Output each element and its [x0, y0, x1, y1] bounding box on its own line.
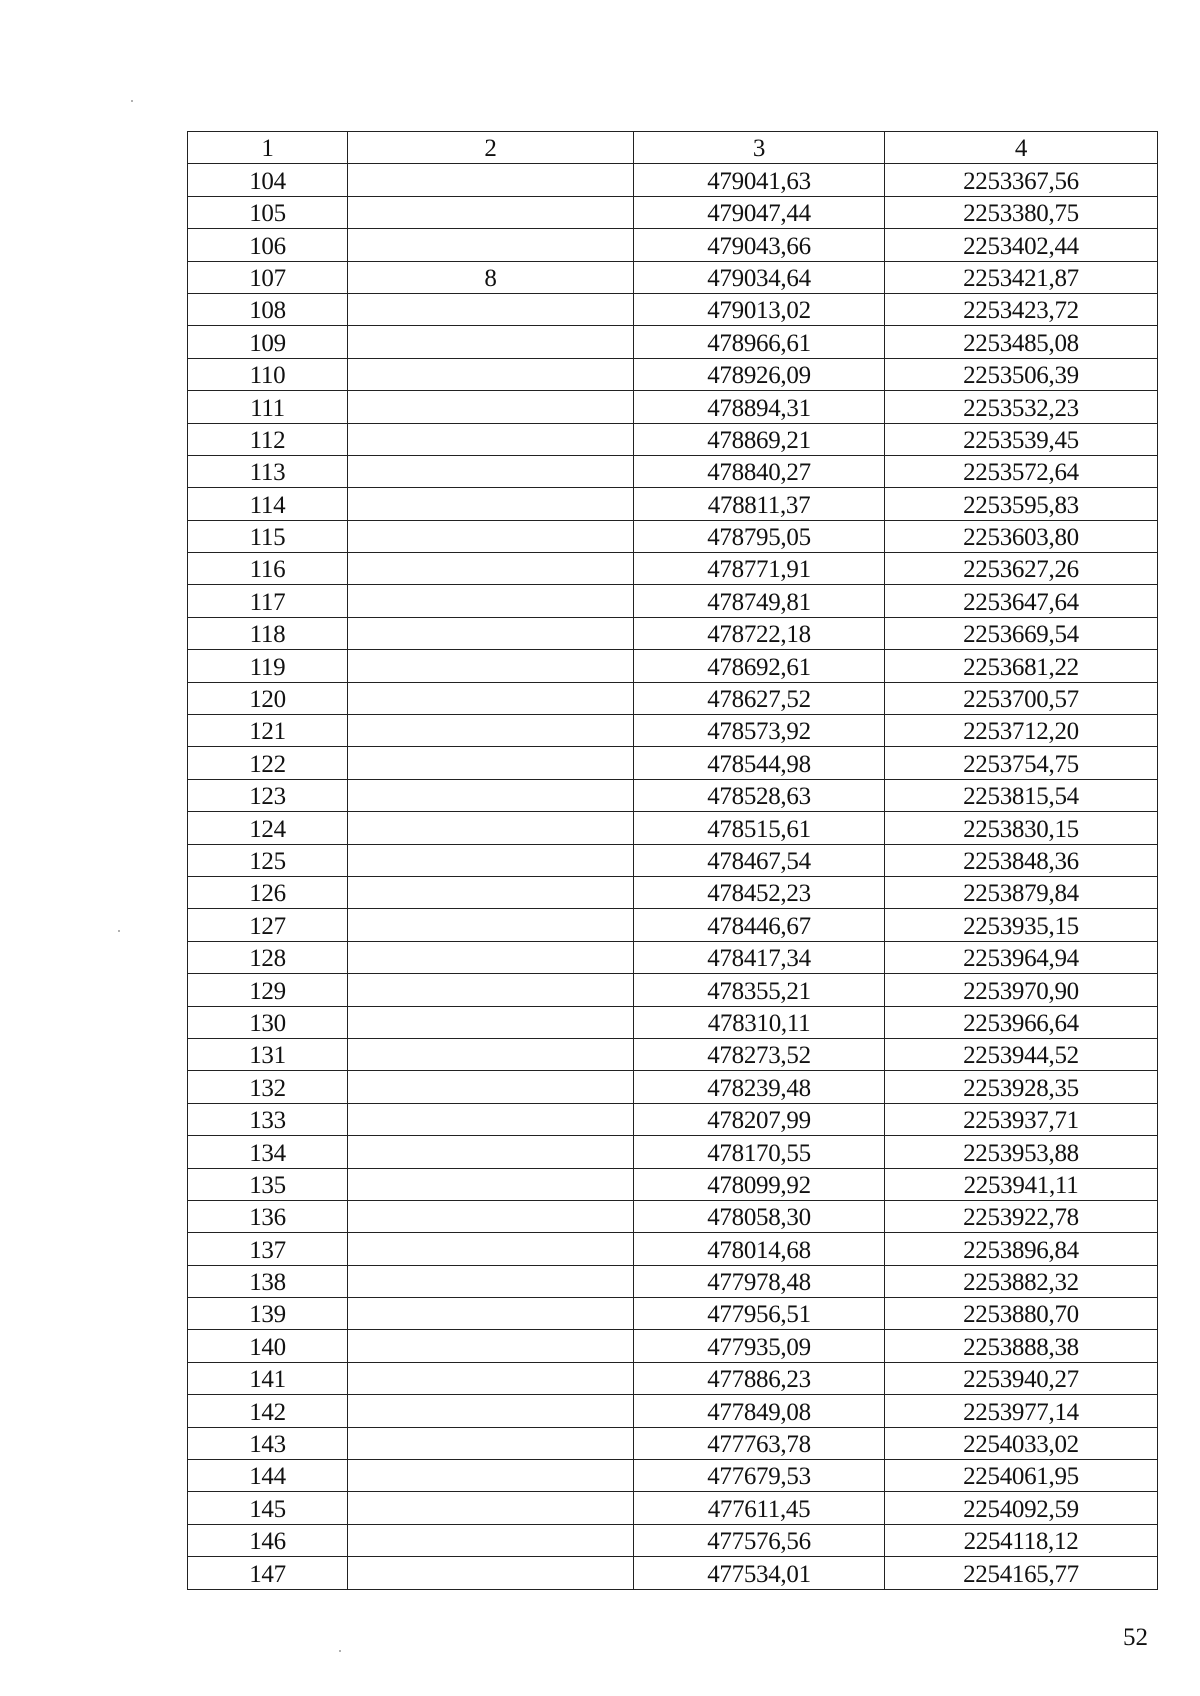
- table-row: [188, 1103, 1158, 1135]
- point-number-cell: 138: [188, 1265, 348, 1297]
- table-row: [188, 1557, 1158, 1589]
- point-number-cell: 114: [188, 488, 348, 520]
- y-coordinate-cell: 2253367,56: [885, 164, 1158, 196]
- section-cell: [348, 941, 634, 973]
- table-row: [188, 261, 1158, 293]
- table-row: [188, 520, 1158, 552]
- x-coordinate-cell: 478869,21: [634, 423, 885, 455]
- point-number-cell: 118: [188, 617, 348, 649]
- x-coordinate-cell: 478795,05: [634, 520, 885, 552]
- x-coordinate-cell: 478692,61: [634, 650, 885, 682]
- section-cell: [348, 1330, 634, 1362]
- section-cell: [348, 1168, 634, 1200]
- x-coordinate-cell: 478446,67: [634, 909, 885, 941]
- y-coordinate-cell: 2254033,02: [885, 1427, 1158, 1459]
- section-cell: [348, 1006, 634, 1038]
- table-row: [188, 455, 1158, 487]
- page-number: 52: [1123, 1624, 1148, 1651]
- y-coordinate-cell: 2253669,54: [885, 617, 1158, 649]
- section-cell: [348, 488, 634, 520]
- x-coordinate-cell: 478926,09: [634, 358, 885, 390]
- point-number-cell: 143: [188, 1427, 348, 1459]
- point-number-cell: 108: [188, 293, 348, 325]
- y-coordinate-cell: 2253848,36: [885, 844, 1158, 876]
- x-coordinate-cell: 478515,61: [634, 812, 885, 844]
- point-number-cell: 106: [188, 229, 348, 261]
- x-coordinate-cell: 477679,53: [634, 1460, 885, 1492]
- section-cell: [348, 747, 634, 779]
- point-number-cell: 135: [188, 1168, 348, 1200]
- table-row: [188, 293, 1158, 325]
- table-row: [188, 974, 1158, 1006]
- x-coordinate-cell: 478627,52: [634, 682, 885, 714]
- x-coordinate-cell: 478170,55: [634, 1136, 885, 1168]
- table-row: [188, 844, 1158, 876]
- coordinates-table: [187, 131, 1158, 1590]
- table-row: [188, 1265, 1158, 1297]
- x-coordinate-cell: 478273,52: [634, 1038, 885, 1070]
- y-coordinate-cell: 2253700,57: [885, 682, 1158, 714]
- table-row: [188, 1298, 1158, 1330]
- y-coordinate-cell: 2253935,15: [885, 909, 1158, 941]
- point-number-cell: 109: [188, 326, 348, 358]
- table-row: [188, 876, 1158, 908]
- section-cell: [348, 1038, 634, 1070]
- y-coordinate-cell: 2253485,08: [885, 326, 1158, 358]
- coordinates-table-container: [187, 131, 1157, 1590]
- section-cell: [348, 1200, 634, 1232]
- section-cell: [348, 1492, 634, 1524]
- table-row: [188, 1168, 1158, 1200]
- table-row: [188, 196, 1158, 228]
- x-coordinate-cell: 477576,56: [634, 1524, 885, 1556]
- y-coordinate-cell: 2253937,71: [885, 1103, 1158, 1135]
- x-coordinate-cell: 478310,11: [634, 1006, 885, 1038]
- y-coordinate-cell: 2253595,83: [885, 488, 1158, 520]
- y-coordinate-cell: 2253402,44: [885, 229, 1158, 261]
- table-row: [188, 941, 1158, 973]
- x-coordinate-cell: 479043,66: [634, 229, 885, 261]
- point-number-cell: 133: [188, 1103, 348, 1135]
- section-cell: [348, 326, 634, 358]
- point-number-cell: 123: [188, 779, 348, 811]
- point-number-cell: 104: [188, 164, 348, 196]
- y-coordinate-cell: 2253928,35: [885, 1071, 1158, 1103]
- y-coordinate-cell: 2253970,90: [885, 974, 1158, 1006]
- y-coordinate-cell: 2253941,11: [885, 1168, 1158, 1200]
- column-header-1: 1: [188, 132, 348, 164]
- table-row: [188, 812, 1158, 844]
- section-cell: [348, 585, 634, 617]
- x-coordinate-cell: 477935,09: [634, 1330, 885, 1362]
- section-cell: [348, 876, 634, 908]
- y-coordinate-cell: 2254061,95: [885, 1460, 1158, 1492]
- section-cell: [348, 553, 634, 585]
- section-cell: [348, 974, 634, 1006]
- point-number-cell: 112: [188, 423, 348, 455]
- x-coordinate-cell: 478894,31: [634, 391, 885, 423]
- y-coordinate-cell: 2253681,22: [885, 650, 1158, 682]
- y-coordinate-cell: 2253754,75: [885, 747, 1158, 779]
- x-coordinate-cell: 478771,91: [634, 553, 885, 585]
- point-number-cell: 146: [188, 1524, 348, 1556]
- point-number-cell: 139: [188, 1298, 348, 1330]
- table-row: [188, 617, 1158, 649]
- section-cell: [348, 164, 634, 196]
- point-number-cell: 127: [188, 909, 348, 941]
- y-coordinate-cell: 2253603,80: [885, 520, 1158, 552]
- column-header-4: 4: [885, 132, 1158, 164]
- point-number-cell: 144: [188, 1460, 348, 1492]
- point-number-cell: 115: [188, 520, 348, 552]
- section-cell: [348, 844, 634, 876]
- y-coordinate-cell: 2253966,64: [885, 1006, 1158, 1038]
- point-number-cell: 130: [188, 1006, 348, 1038]
- y-coordinate-cell: 2254118,12: [885, 1524, 1158, 1556]
- x-coordinate-cell: 478014,68: [634, 1233, 885, 1265]
- point-number-cell: 124: [188, 812, 348, 844]
- y-coordinate-cell: 2254165,77: [885, 1557, 1158, 1589]
- section-cell: [348, 1071, 634, 1103]
- section-cell: [348, 1233, 634, 1265]
- y-coordinate-cell: 2253532,23: [885, 391, 1158, 423]
- table-row: [188, 1233, 1158, 1265]
- section-cell: [348, 1524, 634, 1556]
- x-coordinate-cell: 478239,48: [634, 1071, 885, 1103]
- table-row: [188, 488, 1158, 520]
- table-row: [188, 1460, 1158, 1492]
- x-coordinate-cell: 478528,63: [634, 779, 885, 811]
- y-coordinate-cell: 2253879,84: [885, 876, 1158, 908]
- y-coordinate-cell: 2253572,64: [885, 455, 1158, 487]
- x-coordinate-cell: 478811,37: [634, 488, 885, 520]
- point-number-cell: 142: [188, 1395, 348, 1427]
- y-coordinate-cell: 2253712,20: [885, 715, 1158, 747]
- table-row: [188, 1006, 1158, 1038]
- table-row: [188, 553, 1158, 585]
- y-coordinate-cell: 2253880,70: [885, 1298, 1158, 1330]
- x-coordinate-cell: 479034,64: [634, 261, 885, 293]
- y-coordinate-cell: 2253940,27: [885, 1362, 1158, 1394]
- scan-speck: [131, 100, 133, 102]
- section-cell: [348, 1427, 634, 1459]
- x-coordinate-cell: 478452,23: [634, 876, 885, 908]
- y-coordinate-cell: 2253944,52: [885, 1038, 1158, 1070]
- y-coordinate-cell: 2253922,78: [885, 1200, 1158, 1232]
- section-cell: [348, 1136, 634, 1168]
- y-coordinate-cell: 2253882,32: [885, 1265, 1158, 1297]
- point-number-cell: 120: [188, 682, 348, 714]
- x-coordinate-cell: 477534,01: [634, 1557, 885, 1589]
- point-number-cell: 136: [188, 1200, 348, 1232]
- point-number-cell: 116: [188, 553, 348, 585]
- section-cell: [348, 1362, 634, 1394]
- y-coordinate-cell: 2254092,59: [885, 1492, 1158, 1524]
- table-row: [188, 1038, 1158, 1070]
- table-row: [188, 1492, 1158, 1524]
- table-row: [188, 909, 1158, 941]
- table-row: [188, 1200, 1158, 1232]
- section-cell: [348, 423, 634, 455]
- x-coordinate-cell: 477956,51: [634, 1298, 885, 1330]
- x-coordinate-cell: 478722,18: [634, 617, 885, 649]
- y-coordinate-cell: 2253423,72: [885, 293, 1158, 325]
- point-number-cell: 128: [188, 941, 348, 973]
- table-body: [188, 164, 1158, 1589]
- table-row: [188, 682, 1158, 714]
- section-cell: [348, 650, 634, 682]
- point-number-cell: 111: [188, 391, 348, 423]
- table-row: [188, 747, 1158, 779]
- point-number-cell: 107: [188, 261, 348, 293]
- x-coordinate-cell: 478573,92: [634, 715, 885, 747]
- y-coordinate-cell: 2253815,54: [885, 779, 1158, 811]
- point-number-cell: 147: [188, 1557, 348, 1589]
- section-cell: [348, 229, 634, 261]
- point-number-cell: 140: [188, 1330, 348, 1362]
- x-coordinate-cell: 479047,44: [634, 196, 885, 228]
- x-coordinate-cell: 478058,30: [634, 1200, 885, 1232]
- section-cell: [348, 1298, 634, 1330]
- section-cell: [348, 682, 634, 714]
- table-row: [188, 423, 1158, 455]
- x-coordinate-cell: 478207,99: [634, 1103, 885, 1135]
- y-coordinate-cell: 2253888,38: [885, 1330, 1158, 1362]
- table-row: [188, 1362, 1158, 1394]
- x-coordinate-cell: 477763,78: [634, 1427, 885, 1459]
- point-number-cell: 122: [188, 747, 348, 779]
- section-cell: [348, 779, 634, 811]
- point-number-cell: 119: [188, 650, 348, 682]
- section-cell: [348, 1460, 634, 1492]
- x-coordinate-cell: 478099,92: [634, 1168, 885, 1200]
- point-number-cell: 145: [188, 1492, 348, 1524]
- scan-speck: [339, 1650, 341, 1652]
- section-cell: [348, 812, 634, 844]
- x-coordinate-cell: 478840,27: [634, 455, 885, 487]
- table-row: [188, 326, 1158, 358]
- point-number-cell: 117: [188, 585, 348, 617]
- section-cell: [348, 909, 634, 941]
- table-row: [188, 391, 1158, 423]
- x-coordinate-cell: 478467,54: [634, 844, 885, 876]
- y-coordinate-cell: 2253421,87: [885, 261, 1158, 293]
- table-row: [188, 715, 1158, 747]
- section-cell: [348, 358, 634, 390]
- table-row: [188, 1330, 1158, 1362]
- point-number-cell: 141: [188, 1362, 348, 1394]
- point-number-cell: 137: [188, 1233, 348, 1265]
- column-header-3: 3: [634, 132, 885, 164]
- point-number-cell: 125: [188, 844, 348, 876]
- y-coordinate-cell: 2253830,15: [885, 812, 1158, 844]
- x-coordinate-cell: 479013,02: [634, 293, 885, 325]
- section-cell: 8: [348, 261, 634, 293]
- table-row: [188, 358, 1158, 390]
- table-row: [188, 650, 1158, 682]
- point-number-cell: 132: [188, 1071, 348, 1103]
- section-cell: [348, 196, 634, 228]
- point-number-cell: 105: [188, 196, 348, 228]
- point-number-cell: 121: [188, 715, 348, 747]
- section-cell: [348, 715, 634, 747]
- point-number-cell: 129: [188, 974, 348, 1006]
- table-row: [188, 164, 1158, 196]
- column-header-2: 2: [348, 132, 634, 164]
- section-cell: [348, 1395, 634, 1427]
- point-number-cell: 134: [188, 1136, 348, 1168]
- y-coordinate-cell: 2253896,84: [885, 1233, 1158, 1265]
- x-coordinate-cell: 477978,48: [634, 1265, 885, 1297]
- point-number-cell: 126: [188, 876, 348, 908]
- x-coordinate-cell: 478417,34: [634, 941, 885, 973]
- x-coordinate-cell: 479041,63: [634, 164, 885, 196]
- x-coordinate-cell: 478966,61: [634, 326, 885, 358]
- y-coordinate-cell: 2253627,26: [885, 553, 1158, 585]
- y-coordinate-cell: 2253977,14: [885, 1395, 1158, 1427]
- section-cell: [348, 1103, 634, 1135]
- x-coordinate-cell: 477886,23: [634, 1362, 885, 1394]
- point-number-cell: 113: [188, 455, 348, 487]
- point-number-cell: 131: [188, 1038, 348, 1070]
- x-coordinate-cell: 478355,21: [634, 974, 885, 1006]
- x-coordinate-cell: 478544,98: [634, 747, 885, 779]
- table-header-row: [188, 132, 1158, 164]
- section-cell: [348, 455, 634, 487]
- table-row: [188, 585, 1158, 617]
- point-number-cell: 110: [188, 358, 348, 390]
- table-row: [188, 1427, 1158, 1459]
- x-coordinate-cell: 477849,08: [634, 1395, 885, 1427]
- table-row: [188, 1071, 1158, 1103]
- section-cell: [348, 1265, 634, 1297]
- y-coordinate-cell: 2253953,88: [885, 1136, 1158, 1168]
- y-coordinate-cell: 2253380,75: [885, 196, 1158, 228]
- section-cell: [348, 520, 634, 552]
- section-cell: [348, 1557, 634, 1589]
- x-coordinate-cell: 478749,81: [634, 585, 885, 617]
- section-cell: [348, 391, 634, 423]
- table-row: [188, 779, 1158, 811]
- table-row: [188, 1136, 1158, 1168]
- section-cell: [348, 617, 634, 649]
- section-cell: [348, 293, 634, 325]
- table-row: [188, 229, 1158, 261]
- y-coordinate-cell: 2253647,64: [885, 585, 1158, 617]
- y-coordinate-cell: 2253539,45: [885, 423, 1158, 455]
- x-coordinate-cell: 477611,45: [634, 1492, 885, 1524]
- table-row: [188, 1524, 1158, 1556]
- scan-speck: [118, 930, 120, 932]
- y-coordinate-cell: 2253506,39: [885, 358, 1158, 390]
- table-row: [188, 1395, 1158, 1427]
- y-coordinate-cell: 2253964,94: [885, 941, 1158, 973]
